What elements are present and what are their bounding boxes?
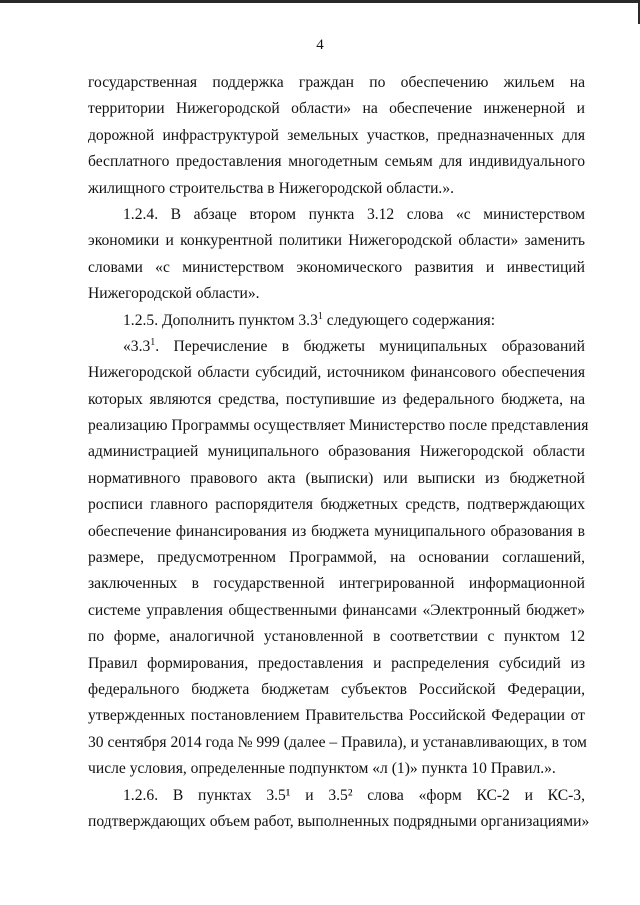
- text-line: 30 сентября 2014 года № 999 (далее – Правила), и устанавливающих, в том: [88, 733, 587, 751]
- text-line: федерального бюджета бюджетам субъектов Российской Федерации,: [88, 680, 585, 698]
- text-fragment: . Перечисление в бюджеты муниципальных образований: [155, 337, 585, 355]
- text-line: системе управления общественными финансами «Электронный бюджет»: [88, 601, 585, 619]
- text-line: обеспечение финансирования из бюджета муниципального образования в: [88, 522, 585, 540]
- text-line: государственная поддержка граждан по обеспечению жильем на: [88, 74, 585, 91]
- text-line: размере, предусмотренном Программой, на основании соглашений,: [88, 549, 585, 567]
- text-line: Нижегородской области».: [88, 285, 260, 303]
- text-fragment: «3.3: [123, 337, 151, 355]
- text-line: [88, 308, 585, 334]
- text-line: которых являются средства, поступившие из федерального бюджета, на: [88, 390, 585, 408]
- text-line: росписи главного распорядителя бюджетных средств, подтверждающих: [88, 496, 585, 514]
- superscript: 1: [150, 336, 156, 348]
- text-line: 1.2.4. В абзаце втором пункта 3.12 слова «с министерством: [123, 205, 585, 223]
- text-line: числе условия, определенные подпунктом «л (1)» пункта 10 Правил.».: [88, 760, 556, 778]
- text-line: утвержденных постановлением Правительства Российской Федерации от: [88, 707, 585, 725]
- scan-edge-top: [0, 0, 640, 3]
- text-line: бесплатного предоставления многодетным семьям для индивидуального: [88, 153, 585, 171]
- superscript: 1: [317, 310, 323, 322]
- text-line: словами «с министерством экономического развития и инвестиций: [88, 258, 585, 276]
- text-line: [88, 334, 585, 360]
- text-line: 1.2.6. В пунктах 3.5¹ и 3.5² слова «форм КС-2 и КС-3,: [123, 786, 585, 804]
- text-line: нормативного правового акта (выписки) или выписки из бюджетной: [88, 469, 585, 487]
- document-body: [88, 70, 590, 835]
- text-line: территории Нижегородской области» на обеспечение инженерной и: [88, 100, 585, 118]
- text-line: заключенных в государственной интегрированной информационной: [88, 575, 585, 593]
- text-line: Нижегородской области субсидий, источником финансового обеспечения: [88, 364, 585, 382]
- text-line: подтверждающих объем работ, выполненных подрядными организациями»: [88, 812, 590, 830]
- text-fragment: следующего содержания:: [322, 311, 496, 329]
- text-line: администрацией муниципального образования Нижегородской области: [88, 443, 585, 461]
- text-line: дорожной инфраструктурой земельных участков, предназначенных для: [88, 126, 585, 144]
- text-fragment: 1.2.5. Дополнить пунктом 3.3: [123, 311, 318, 329]
- text-line: по форме, аналогичной установленной в соответствии с пунктом 12: [88, 628, 585, 646]
- text-line: реализацию Программы осуществляет Министерство после представления: [88, 417, 589, 435]
- text-line: жилищного строительства в Нижегородской области.».: [88, 179, 455, 197]
- text-line: Правил формирования, предоставления и распределения субсидий из: [88, 654, 585, 672]
- page-number: 4: [316, 37, 324, 53]
- text-line: экономики и конкурентной политики Нижегородской области» заменить: [88, 232, 585, 250]
